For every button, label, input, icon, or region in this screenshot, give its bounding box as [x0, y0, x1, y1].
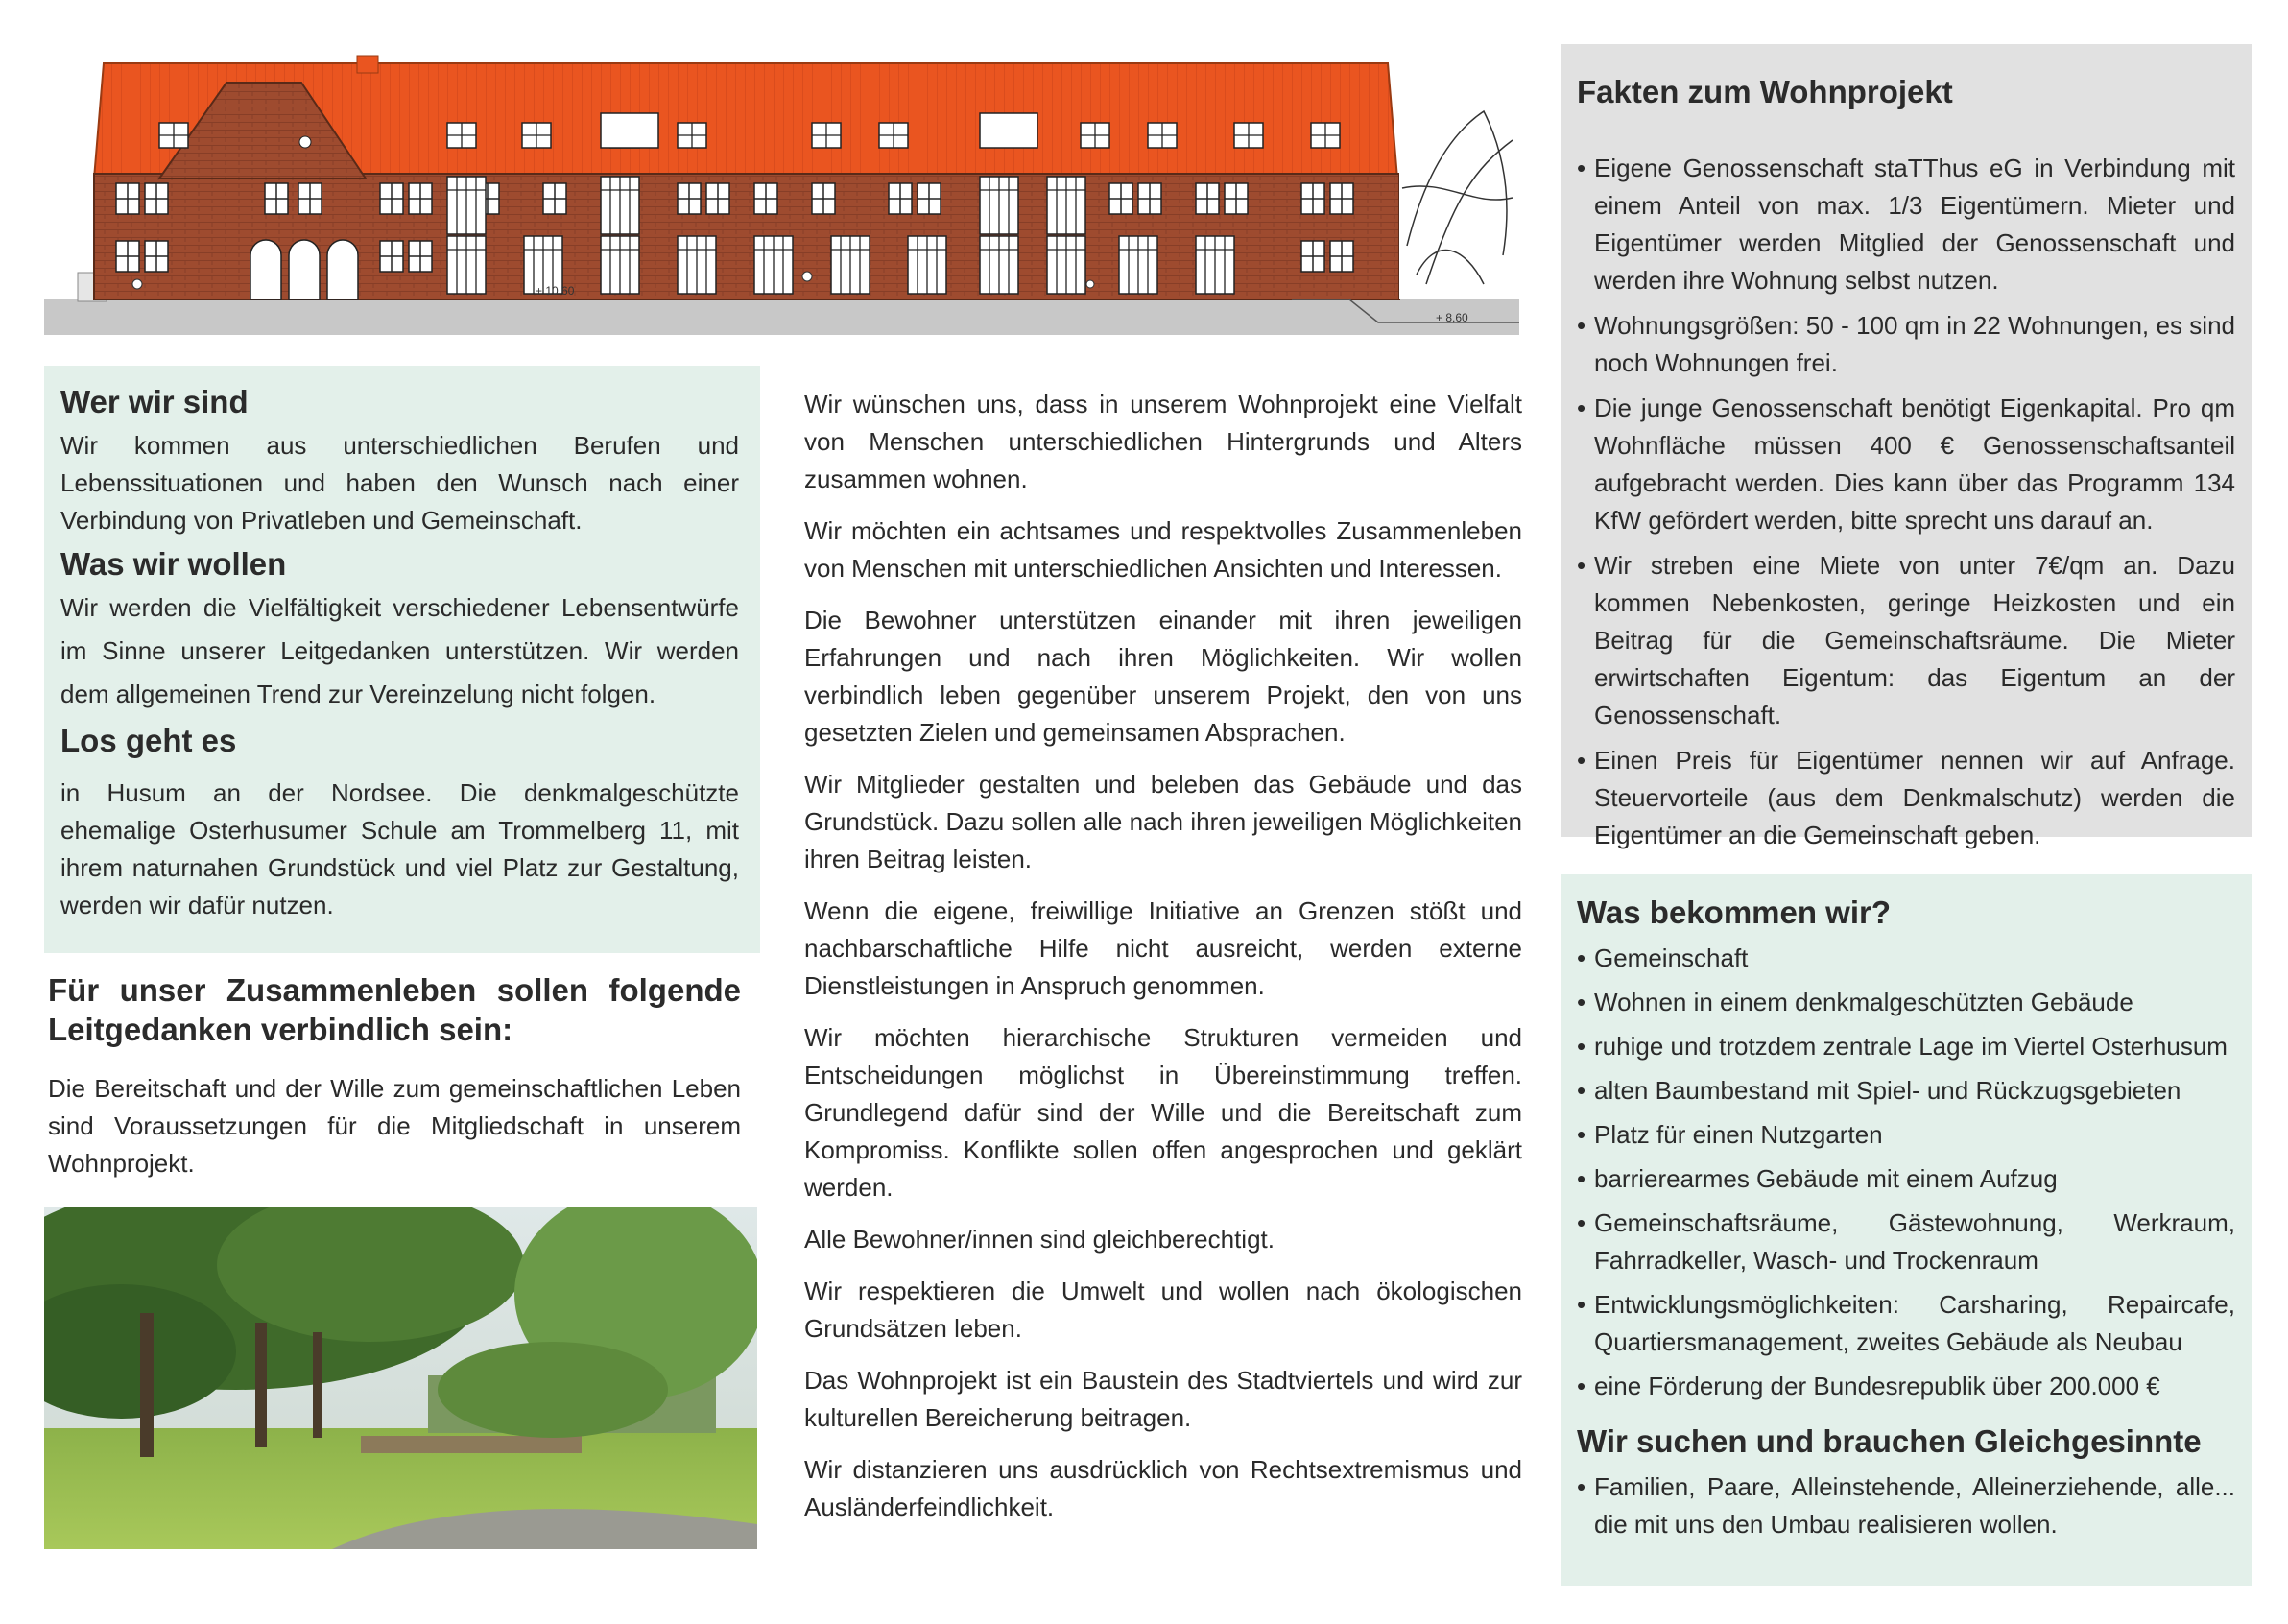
principles-column	[804, 386, 1522, 1526]
want-heading: Was wir wollen	[60, 546, 287, 582]
principle-paragraph: Wenn die eigene, freiwillige Initiative an Grenzen stößt und nachbarschaftliche Hilfe nicht ausreicht, werden externe Dienstleistungen in Anspruch genommen.	[804, 896, 1522, 1000]
facts-heading: Fakten zum Wohnprojekt	[1577, 74, 1953, 109]
benefits-item: • alten Baumbestand mit Spiel- und Rückzugsgebieten	[1577, 1072, 2235, 1110]
principle-paragraph: Wir distanzieren uns ausdrücklich von Rechtsextremismus und Ausländerfeindlichkeit.	[804, 1455, 1522, 1521]
principle-paragraph: Wir möchten hierarchische Strukturen vermeiden und Entscheidungen möglichst in Übereinstimmung treffen. Grundlegend dafür sind der Wille und die Bereitschaft zum Kompromiss. Konflikte sollen offen angesprochen und geklärt werden.	[804, 1023, 1522, 1202]
facts-box	[1561, 44, 2252, 849]
go-heading: Los geht es	[60, 723, 237, 758]
benefits-item: • ruhige und trotzdem zentrale Lage im Viertel Osterhusum	[1577, 1028, 2235, 1065]
benefits-item: • Gemeinschaftsräume, Gästewohnung, Werkraum, Fahrradkeller, Wasch- und Trockenraum	[1577, 1205, 2235, 1279]
level-label-right: + 8,60	[1436, 311, 1468, 324]
who-text: Wir kommen aus unterschiedlichen Berufen und Lebenssituationen und haben den Wunsch nach einer Verbindung von Privatleben und Gemeinschaft.	[60, 431, 739, 535]
go-text: in Husum an der Nordsee. Die denkmalgeschützte ehemalige Osterhusumer Schule am Trommelberg 11, mit ihrem naturnahen Grundstück und viel Platz zur Gestaltung, werden wir dafür nutzen.	[60, 778, 739, 919]
facts-item: • Wohnungsgrößen: 50 - 100 qm in 22 Wohnungen, es sind noch Wohnungen frei.	[1577, 307, 2235, 382]
building-elevation-drawing	[44, 54, 1519, 335]
benefits-item: • Gemeinschaft	[1577, 940, 2235, 977]
facts-item: • Eigene Genossenschaft staTThus eG in Verbindung mit einem Anteil von max. 1/3 Eigentümern. Mieter und Eigentümer werden Mitglied der Genossenschaft und werden ihre Wohnung selbst nutzen.	[1577, 150, 2235, 299]
principle-paragraph: Wir wünschen uns, dass in unserem Wohnprojekt eine Vielfalt von Menschen unterschiedlichen Hintergrunds und Alters zusammen wohnen.	[804, 390, 1522, 493]
benefits-item: • Platz für einen Nutzgarten	[1577, 1116, 2235, 1154]
principle-paragraph: Wir möchten ein achtsames und respektvolles Zusammenleben von Menschen mit unterschiedlichen Ansichten und Interessen.	[804, 516, 1522, 583]
principle-paragraph: Wir Mitglieder gestalten und beleben das Gebäude und das Grundstück. Dazu sollen alle nach ihren jeweiligen Möglichkeiten ihren Beitrag leisten.	[804, 770, 1522, 873]
benefits-heading: Was bekommen wir?	[1577, 895, 1892, 930]
principle-paragraph: Wir respektieren die Umwelt und wollen nach ökologischen Grundsätzen leben.	[804, 1277, 1522, 1343]
facts-list	[1577, 150, 2235, 854]
principle-paragraph: Das Wohnprojekt ist ein Baustein des Stadtviertels und wird zur kulturellen Bereicherung beitragen.	[804, 1366, 1522, 1432]
level-label-left: + 10,60	[536, 284, 575, 298]
facts-item: • Einen Preis für Eigentümer nennen wir auf Anfrage. Steuervorteile (aus dem Denkmalschutz) werden die Eigentümer an die Gemeinschaft geben.	[1577, 742, 2235, 854]
facts-item: • Wir streben eine Miete von unter 7€/qm an. Dazu kommen Nebenkosten, geringe Heizkosten und ein Beitrag für die Gemeinschaftsräume. Die Mieter erwirtschaften Eigentum: das Eigentum an der Genossenschaft.	[1577, 547, 2235, 734]
intro-box	[44, 366, 760, 953]
search-heading: Wir suchen und brauchen Gleichgesinnte	[1577, 1423, 2202, 1459]
principle-paragraph: Die Bewohner unterstützen einander mit ihren jeweiligen Erfahrungen und nach ihren Möglichkeiten. Wir wollen verbindlich leben gegenüber unserem Projekt, den von uns gesetzten Zielen und gemeinsamen Absprachen.	[804, 606, 1522, 747]
search-item: • Familien, Paare, Alleinstehende, Alleinerziehende, alle... die mit uns den Umbau realisieren wollen.	[1577, 1469, 2235, 1543]
benefits-list	[1577, 940, 2235, 1405]
who-heading: Wer wir sind	[60, 384, 249, 419]
want-text: Wir werden die Vielfältigkeit verschiedener Lebensentwürfe im Sinne unserer Leitgedanken unterstützen. Wir werden dem allgemeinen Trend zur Vereinzelung nicht folgen.	[60, 593, 739, 708]
principles-intro-text: Die Bereitschaft und der Wille zum gemeinschaftlichen Leben sind Voraussetzungen für die Mitgliedschaft in unserem Wohnprojekt.	[48, 1074, 741, 1178]
garden-photo	[44, 1207, 757, 1549]
benefits-item: • Entwicklungsmöglichkeiten: Carsharing, Repaircafe, Quartiersmanagement, zweites Gebäude als Neubau	[1577, 1286, 2235, 1361]
principle-paragraph: Alle Bewohner/innen sind gleichberechtigt.	[804, 1225, 1275, 1254]
benefits-item: • barrierearmes Gebäude mit einem Aufzug	[1577, 1160, 2235, 1198]
benefits-item: • Wohnen in einem denkmalgeschützten Gebäude	[1577, 984, 2235, 1021]
facts-item: • Die junge Genossenschaft benötigt Eigenkapital. Pro qm Wohnfläche müssen 400 € Genossenschaftsanteil aufgebracht werden. Dies kann über das Programm 134 KfW gefördert werden, bitte sprecht uns darauf an.	[1577, 390, 2235, 539]
search-list	[1577, 1469, 2235, 1543]
benefits-box	[1561, 874, 2252, 1586]
principles-heading: Für unser Zusammenleben sollen folgende Leitgedanken verbindlich sein:	[48, 972, 741, 1047]
benefits-item: • eine Förderung der Bundesrepublik über 200.000 €	[1577, 1368, 2235, 1405]
